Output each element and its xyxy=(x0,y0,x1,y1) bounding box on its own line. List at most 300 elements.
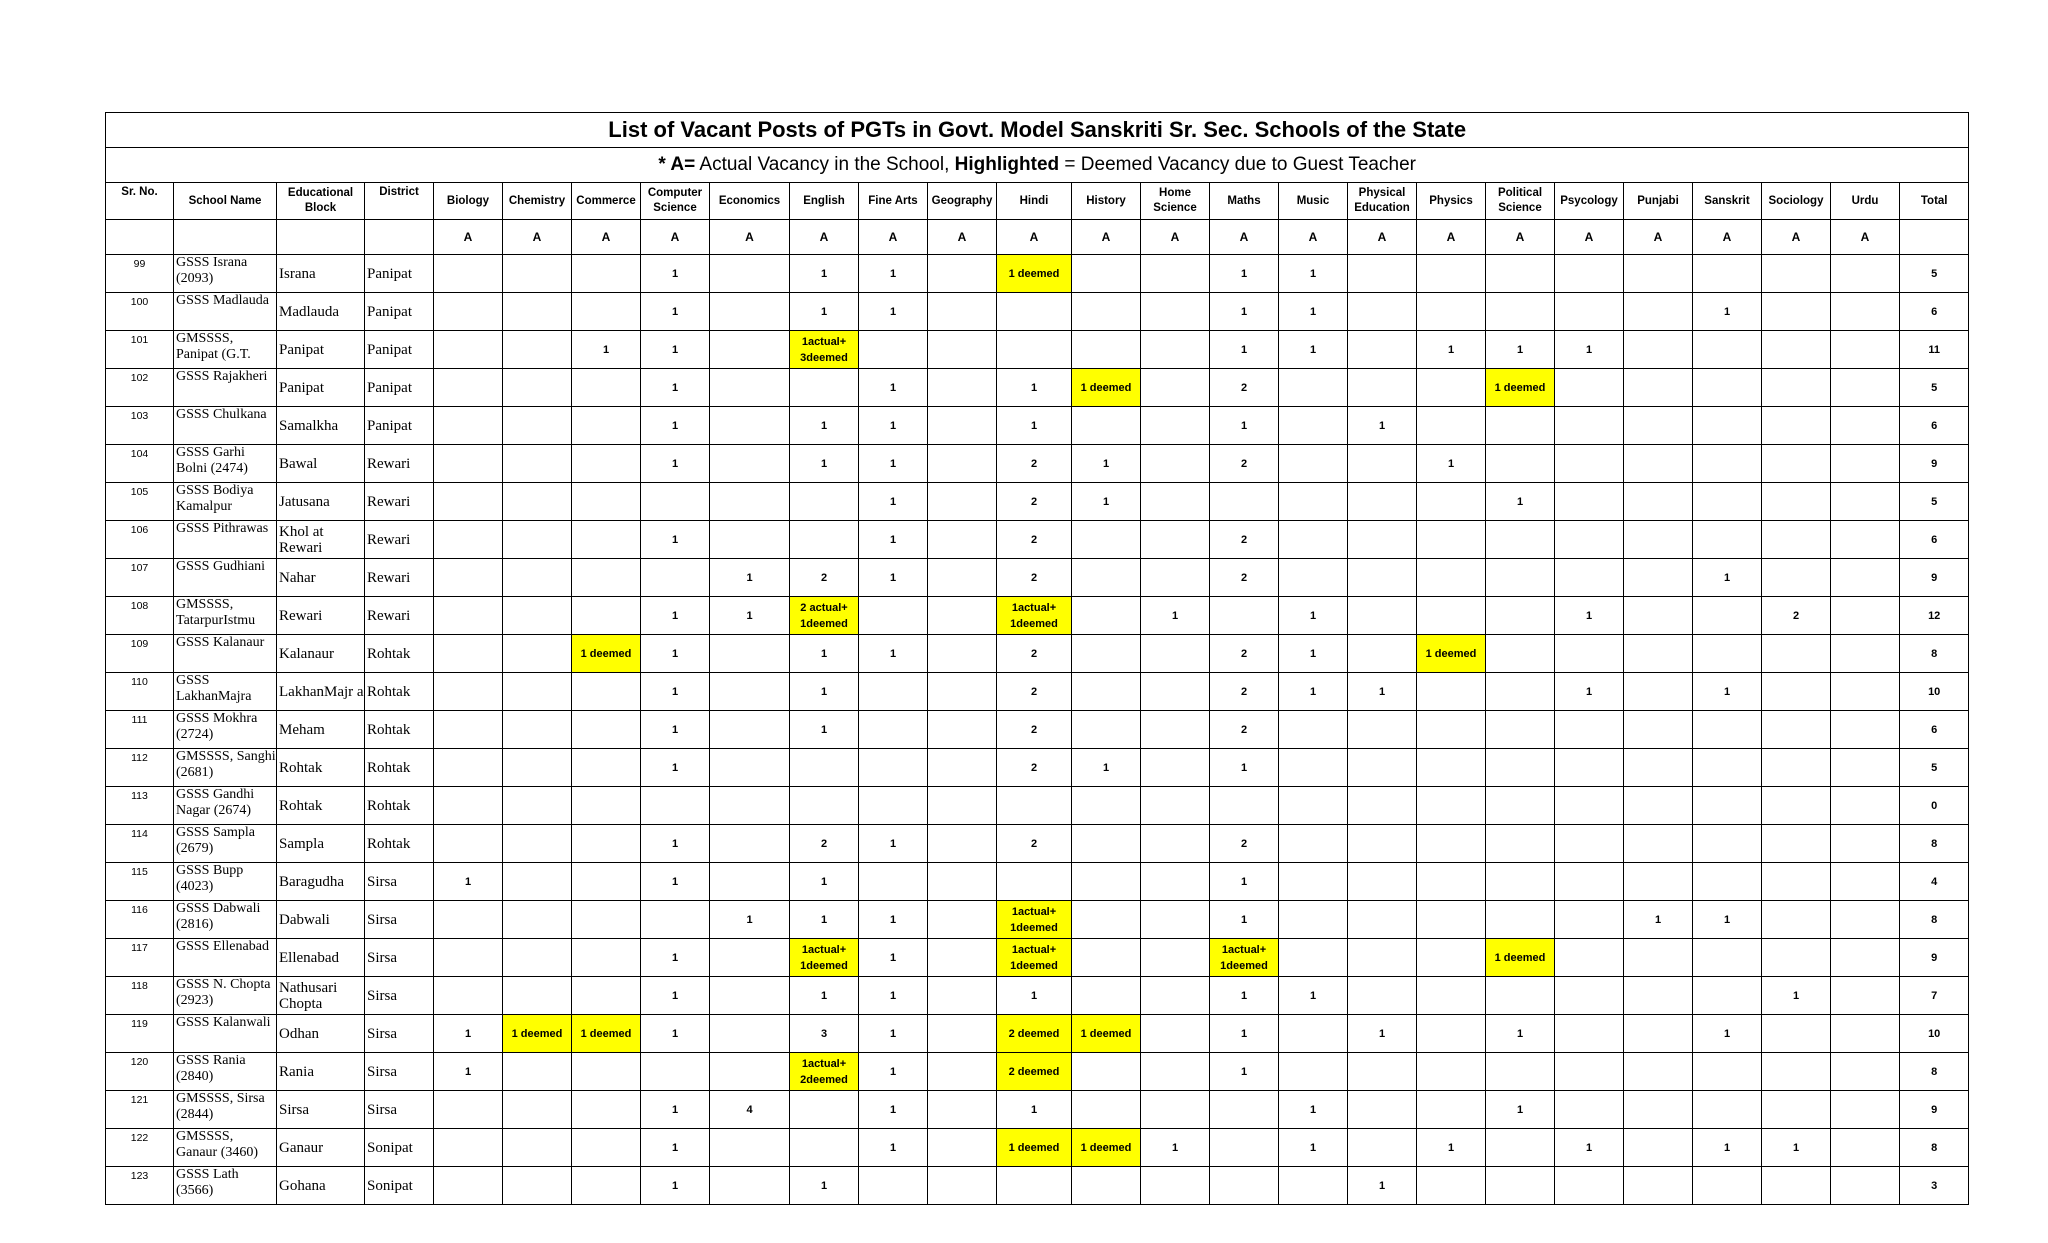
vacancy-cell-commerce xyxy=(572,711,641,749)
total-cell: 3 xyxy=(1900,1167,1969,1205)
sr-no-cell: 119 xyxy=(106,1015,174,1053)
block-cell: Dabwali xyxy=(277,901,365,939)
vacancy-cell-psycology xyxy=(1555,711,1624,749)
district-cell: Rewari xyxy=(365,521,434,559)
vacancy-cell-music xyxy=(1279,901,1348,939)
vacancy-cell-psycology xyxy=(1555,787,1624,825)
vacancy-cell-hindi: 2 xyxy=(997,711,1072,749)
vacancy-cell-geography xyxy=(928,597,997,635)
sr-no-cell: 105 xyxy=(106,483,174,521)
vacancy-cell-home-science xyxy=(1141,521,1210,559)
sr-no-cell: 101 xyxy=(106,331,174,369)
vacancy-cell-home-science xyxy=(1141,445,1210,483)
vacancy-cell-physical-education xyxy=(1348,711,1417,749)
vacancy-cell-english xyxy=(790,1091,859,1129)
vacancy-cell-punjabi xyxy=(1624,863,1693,901)
vacancy-cell-economics xyxy=(710,1129,790,1167)
vacancy-cell-punjabi xyxy=(1624,293,1693,331)
vacancy-cell-english xyxy=(790,749,859,787)
sr-no-cell: 121 xyxy=(106,1091,174,1129)
vacancy-cell-chemistry xyxy=(503,483,572,521)
vacancy-cell-maths: 1 xyxy=(1210,293,1279,331)
header-economics: Economics xyxy=(710,183,790,220)
vacancy-cell-psycology: 1 xyxy=(1555,673,1624,711)
vacancy-cell-chemistry xyxy=(503,1053,572,1091)
vacancy-cell-sociology xyxy=(1762,407,1831,445)
vacancy-cell-sanskrit: 1 xyxy=(1693,559,1762,597)
vacancy-cell-geography xyxy=(928,559,997,597)
vacancy-cell-punjabi xyxy=(1624,559,1693,597)
vacancy-cell-geography xyxy=(928,1053,997,1091)
vacancy-cell-computer-science: 1 xyxy=(641,331,710,369)
vacancy-cell-economics xyxy=(710,445,790,483)
vacancy-cell-political-science xyxy=(1486,749,1555,787)
vacancy-cell-punjabi xyxy=(1624,331,1693,369)
sub-header-actual: A xyxy=(1072,220,1141,255)
vacancy-cell-physical-education xyxy=(1348,369,1417,407)
vacancy-cell-sociology xyxy=(1762,863,1831,901)
vacancy-cell-physics xyxy=(1417,863,1486,901)
school-name-cell: GSSS LakhanMajra xyxy=(174,673,277,711)
vacancy-cell-history: 1 deemed xyxy=(1072,1015,1141,1053)
sub-header-empty xyxy=(106,220,174,255)
vacancy-cell-music xyxy=(1279,407,1348,445)
vacancy-cell-computer-science: 1 xyxy=(641,711,710,749)
vacancy-cell-urdu xyxy=(1831,483,1900,521)
vacancy-cell-psycology xyxy=(1555,977,1624,1015)
header-music: Music xyxy=(1279,183,1348,220)
vacancy-cell-music xyxy=(1279,559,1348,597)
vacancy-cell-sociology xyxy=(1762,825,1831,863)
sub-header-empty xyxy=(277,220,365,255)
table-row xyxy=(106,331,1969,369)
vacancy-cell-political-science xyxy=(1486,407,1555,445)
sr-no-cell: 114 xyxy=(106,825,174,863)
vacancy-cell-sociology xyxy=(1762,749,1831,787)
vacancy-cell-fine-arts xyxy=(859,673,928,711)
block-cell: Samalkha xyxy=(277,407,365,445)
total-cell: 6 xyxy=(1900,293,1969,331)
vacancy-cell-history: 1 deemed xyxy=(1072,1129,1141,1167)
vacancy-cell-punjabi xyxy=(1624,825,1693,863)
vacancy-table xyxy=(105,112,1969,1205)
vacancy-cell-hindi: 2 xyxy=(997,635,1072,673)
vacancy-cell-physics xyxy=(1417,369,1486,407)
vacancy-cell-political-science xyxy=(1486,293,1555,331)
vacancy-cell-physical-education xyxy=(1348,331,1417,369)
district-cell: Rewari xyxy=(365,483,434,521)
vacancy-cell-political-science xyxy=(1486,1053,1555,1091)
vacancy-cell-chemistry xyxy=(503,787,572,825)
vacancy-cell-sanskrit xyxy=(1693,1053,1762,1091)
vacancy-cell-political-science: 1 xyxy=(1486,331,1555,369)
vacancy-cell-maths: 2 xyxy=(1210,711,1279,749)
block-cell: Sirsa xyxy=(277,1091,365,1129)
vacancy-cell-economics xyxy=(710,331,790,369)
vacancy-cell-political-science xyxy=(1486,825,1555,863)
vacancy-cell-fine-arts: 1 xyxy=(859,1129,928,1167)
school-name-cell: GSSS Kalanaur xyxy=(174,635,277,673)
sub-header-actual: A xyxy=(503,220,572,255)
vacancy-cell-commerce xyxy=(572,901,641,939)
vacancy-cell-psycology xyxy=(1555,635,1624,673)
vacancy-cell-biology xyxy=(434,749,503,787)
sr-no-cell: 100 xyxy=(106,293,174,331)
sr-no-cell: 110 xyxy=(106,673,174,711)
vacancy-cell-english xyxy=(790,369,859,407)
vacancy-cell-home-science xyxy=(1141,331,1210,369)
vacancy-cell-sanskrit xyxy=(1693,711,1762,749)
vacancy-cell-computer-science: 1 xyxy=(641,521,710,559)
vacancy-cell-physics xyxy=(1417,673,1486,711)
vacancy-cell-hindi xyxy=(997,863,1072,901)
vacancy-cell-computer-science: 1 xyxy=(641,749,710,787)
total-cell: 9 xyxy=(1900,559,1969,597)
vacancy-cell-physics xyxy=(1417,825,1486,863)
vacancy-cell-home-science xyxy=(1141,369,1210,407)
table-row xyxy=(106,825,1969,863)
vacancy-cell-computer-science: 1 xyxy=(641,939,710,977)
table-row xyxy=(106,597,1969,635)
vacancy-cell-english: 2 xyxy=(790,825,859,863)
vacancy-cell-sanskrit xyxy=(1693,255,1762,293)
vacancy-cell-maths: 1actual+ 1deemed xyxy=(1210,939,1279,977)
vacancy-cell-chemistry xyxy=(503,825,572,863)
vacancy-cell-biology xyxy=(434,673,503,711)
vacancy-cell-economics xyxy=(710,1167,790,1205)
vacancy-cell-history xyxy=(1072,521,1141,559)
vacancy-cell-home-science xyxy=(1141,825,1210,863)
vacancy-cell-maths xyxy=(1210,787,1279,825)
vacancy-cell-english: 1actual+ 1deemed xyxy=(790,939,859,977)
block-cell: Bawal xyxy=(277,445,365,483)
vacancy-cell-chemistry xyxy=(503,521,572,559)
vacancy-cell-physics xyxy=(1417,407,1486,445)
vacancy-cell-physical-education xyxy=(1348,863,1417,901)
vacancy-cell-computer-science: 1 xyxy=(641,1091,710,1129)
vacancy-cell-history xyxy=(1072,635,1141,673)
vacancy-cell-english: 2 xyxy=(790,559,859,597)
vacancy-cell-commerce xyxy=(572,407,641,445)
vacancy-cell-maths: 1 xyxy=(1210,749,1279,787)
block-cell: Ellenabad xyxy=(277,939,365,977)
vacancy-cell-economics xyxy=(710,255,790,293)
vacancy-cell-chemistry xyxy=(503,863,572,901)
vacancy-cell-fine-arts xyxy=(859,711,928,749)
table-row xyxy=(106,787,1969,825)
vacancy-cell-commerce xyxy=(572,1167,641,1205)
school-name-cell: GSSS Rajakheri xyxy=(174,369,277,407)
vacancy-cell-physics xyxy=(1417,1091,1486,1129)
vacancy-cell-punjabi xyxy=(1624,977,1693,1015)
vacancy-cell-computer-science: 1 xyxy=(641,635,710,673)
vacancy-cell-physics xyxy=(1417,901,1486,939)
sub-header-actual: A xyxy=(1762,220,1831,255)
vacancy-cell-physical-education xyxy=(1348,1091,1417,1129)
vacancy-cell-economics xyxy=(710,863,790,901)
legend-star: * A= xyxy=(658,154,696,175)
vacancy-cell-history xyxy=(1072,1091,1141,1129)
vacancy-cell-psycology xyxy=(1555,1167,1624,1205)
vacancy-cell-biology xyxy=(434,635,503,673)
table-row xyxy=(106,521,1969,559)
vacancy-cell-physics: 1 xyxy=(1417,445,1486,483)
vacancy-cell-commerce xyxy=(572,787,641,825)
vacancy-cell-maths xyxy=(1210,1091,1279,1129)
vacancy-cell-sanskrit: 1 xyxy=(1693,1015,1762,1053)
vacancy-cell-biology xyxy=(434,445,503,483)
header-physics: Physics xyxy=(1417,183,1486,220)
vacancy-cell-punjabi xyxy=(1624,673,1693,711)
vacancy-cell-history xyxy=(1072,901,1141,939)
vacancy-cell-music xyxy=(1279,825,1348,863)
header-physical-education: Physical Education xyxy=(1348,183,1417,220)
vacancy-cell-physics xyxy=(1417,749,1486,787)
vacancy-cell-sociology: 1 xyxy=(1762,977,1831,1015)
vacancy-cell-psycology xyxy=(1555,825,1624,863)
block-cell: Rohtak xyxy=(277,749,365,787)
total-cell: 9 xyxy=(1900,1091,1969,1129)
vacancy-cell-sanskrit xyxy=(1693,369,1762,407)
total-cell: 8 xyxy=(1900,901,1969,939)
vacancy-cell-commerce xyxy=(572,369,641,407)
vacancy-cell-music xyxy=(1279,483,1348,521)
vacancy-cell-home-science xyxy=(1141,749,1210,787)
vacancy-cell-english: 1 xyxy=(790,1167,859,1205)
vacancy-cell-geography xyxy=(928,711,997,749)
vacancy-cell-hindi: 1 xyxy=(997,1091,1072,1129)
vacancy-cell-commerce xyxy=(572,825,641,863)
vacancy-cell-chemistry xyxy=(503,673,572,711)
sub-header-actual: A xyxy=(1279,220,1348,255)
vacancy-cell-commerce xyxy=(572,939,641,977)
block-cell: Nahar xyxy=(277,559,365,597)
vacancy-cell-english: 1actual+ 3deemed xyxy=(790,331,859,369)
vacancy-cell-fine-arts: 1 xyxy=(859,977,928,1015)
vacancy-cell-sanskrit xyxy=(1693,597,1762,635)
vacancy-cell-maths: 1 xyxy=(1210,331,1279,369)
vacancy-cell-hindi xyxy=(997,1167,1072,1205)
vacancy-cell-maths: 2 xyxy=(1210,559,1279,597)
vacancy-cell-sanskrit xyxy=(1693,331,1762,369)
vacancy-cell-history xyxy=(1072,711,1141,749)
total-cell: 10 xyxy=(1900,673,1969,711)
vacancy-cell-economics xyxy=(710,711,790,749)
header-sanskrit: Sanskrit xyxy=(1693,183,1762,220)
vacancy-cell-physical-education: 1 xyxy=(1348,407,1417,445)
vacancy-cell-sociology xyxy=(1762,939,1831,977)
sr-no-cell: 122 xyxy=(106,1129,174,1167)
district-cell: Rewari xyxy=(365,445,434,483)
vacancy-cell-hindi: 1actual+ 1deemed xyxy=(997,939,1072,977)
school-name-cell: GSSS Ellenabad xyxy=(174,939,277,977)
school-name-cell: GSSS Lath (3566) xyxy=(174,1167,277,1205)
vacancy-cell-economics xyxy=(710,407,790,445)
total-cell: 8 xyxy=(1900,825,1969,863)
vacancy-cell-geography xyxy=(928,1015,997,1053)
vacancy-cell-history: 1 xyxy=(1072,749,1141,787)
vacancy-cell-psycology xyxy=(1555,521,1624,559)
vacancy-cell-computer-science: 1 xyxy=(641,977,710,1015)
header-educational-block: Educational Block xyxy=(277,183,365,220)
vacancy-cell-fine-arts: 1 xyxy=(859,369,928,407)
vacancy-cell-urdu xyxy=(1831,331,1900,369)
vacancy-cell-history xyxy=(1072,1053,1141,1091)
vacancy-cell-sociology xyxy=(1762,559,1831,597)
vacancy-cell-commerce xyxy=(572,977,641,1015)
block-cell: Sampla xyxy=(277,825,365,863)
vacancy-cell-sanskrit xyxy=(1693,977,1762,1015)
vacancy-cell-urdu xyxy=(1831,673,1900,711)
vacancy-cell-computer-science xyxy=(641,1053,710,1091)
total-cell: 6 xyxy=(1900,407,1969,445)
vacancy-cell-sanskrit xyxy=(1693,483,1762,521)
vacancy-cell-punjabi xyxy=(1624,1053,1693,1091)
vacancy-cell-computer-science xyxy=(641,787,710,825)
school-name-cell: GSSS Rania (2840) xyxy=(174,1053,277,1091)
vacancy-cell-music: 1 xyxy=(1279,977,1348,1015)
district-cell: Panipat xyxy=(365,293,434,331)
vacancy-cell-chemistry xyxy=(503,293,572,331)
sub-header-actual: A xyxy=(790,220,859,255)
vacancy-cell-biology xyxy=(434,901,503,939)
total-cell: 9 xyxy=(1900,445,1969,483)
vacancy-cell-geography xyxy=(928,863,997,901)
vacancy-cell-physical-education xyxy=(1348,483,1417,521)
vacancy-cell-economics: 4 xyxy=(710,1091,790,1129)
total-cell: 11 xyxy=(1900,331,1969,369)
vacancy-cell-english: 1 xyxy=(790,407,859,445)
vacancy-cell-sanskrit xyxy=(1693,635,1762,673)
block-cell: Meham xyxy=(277,711,365,749)
vacancy-cell-hindi: 1 deemed xyxy=(997,255,1072,293)
vacancy-cell-sanskrit xyxy=(1693,445,1762,483)
vacancy-cell-geography xyxy=(928,445,997,483)
vacancy-cell-english: 1actual+ 2deemed xyxy=(790,1053,859,1091)
block-cell: Gohana xyxy=(277,1167,365,1205)
vacancy-cell-home-science xyxy=(1141,1091,1210,1129)
vacancy-cell-economics xyxy=(710,369,790,407)
vacancy-cell-psycology: 1 xyxy=(1555,597,1624,635)
vacancy-cell-home-science xyxy=(1141,483,1210,521)
vacancy-cell-sociology xyxy=(1762,635,1831,673)
vacancy-cell-urdu xyxy=(1831,369,1900,407)
vacancy-cell-history xyxy=(1072,977,1141,1015)
vacancy-cell-geography xyxy=(928,369,997,407)
district-cell: Sirsa xyxy=(365,1015,434,1053)
vacancy-cell-physical-education xyxy=(1348,559,1417,597)
vacancy-cell-english: 2 actual+ 1deemed xyxy=(790,597,859,635)
vacancy-cell-political-science xyxy=(1486,521,1555,559)
total-cell: 10 xyxy=(1900,1015,1969,1053)
vacancy-cell-physical-education xyxy=(1348,901,1417,939)
district-cell: Rewari xyxy=(365,559,434,597)
vacancy-cell-computer-science: 1 xyxy=(641,293,710,331)
vacancy-cell-home-science xyxy=(1141,673,1210,711)
vacancy-cell-chemistry xyxy=(503,445,572,483)
vacancy-cell-hindi xyxy=(997,293,1072,331)
vacancy-cell-political-science: 1 xyxy=(1486,483,1555,521)
header-commerce: Commerce xyxy=(572,183,641,220)
sub-header-actual: A xyxy=(572,220,641,255)
vacancy-cell-hindi: 1actual+ 1deemed xyxy=(997,901,1072,939)
vacancy-cell-urdu xyxy=(1831,1015,1900,1053)
vacancy-cell-psycology xyxy=(1555,255,1624,293)
sr-no-cell: 103 xyxy=(106,407,174,445)
vacancy-cell-history xyxy=(1072,597,1141,635)
vacancy-cell-commerce xyxy=(572,559,641,597)
school-name-cell: GSSS Chulkana xyxy=(174,407,277,445)
total-cell: 5 xyxy=(1900,255,1969,293)
header-total: Total xyxy=(1900,183,1969,220)
vacancy-cell-maths xyxy=(1210,483,1279,521)
vacancy-cell-punjabi xyxy=(1624,1091,1693,1129)
school-name-cell: GSSS Mokhra (2724) xyxy=(174,711,277,749)
vacancy-cell-music: 1 xyxy=(1279,673,1348,711)
vacancy-cell-hindi: 2 deemed xyxy=(997,1053,1072,1091)
vacancy-cell-biology: 1 xyxy=(434,1015,503,1053)
vacancy-cell-maths: 1 xyxy=(1210,977,1279,1015)
school-name-cell: GMSSSS, Sirsa (2844) xyxy=(174,1091,277,1129)
vacancy-cell-biology xyxy=(434,255,503,293)
vacancy-cell-economics xyxy=(710,825,790,863)
vacancy-cell-chemistry xyxy=(503,635,572,673)
vacancy-cell-commerce xyxy=(572,863,641,901)
school-name-cell: GMSSSS, Ganaur (3460) xyxy=(174,1129,277,1167)
vacancy-cell-computer-science: 1 xyxy=(641,369,710,407)
vacancy-cell-punjabi: 1 xyxy=(1624,901,1693,939)
vacancy-cell-fine-arts: 1 xyxy=(859,635,928,673)
vacancy-cell-sanskrit: 1 xyxy=(1693,1129,1762,1167)
vacancy-cell-chemistry xyxy=(503,901,572,939)
vacancy-cell-geography xyxy=(928,977,997,1015)
vacancy-cell-economics xyxy=(710,673,790,711)
vacancy-cell-music: 1 xyxy=(1279,597,1348,635)
vacancy-cell-economics: 1 xyxy=(710,559,790,597)
vacancy-cell-physical-education xyxy=(1348,445,1417,483)
vacancy-cell-psycology xyxy=(1555,483,1624,521)
vacancy-cell-history xyxy=(1072,673,1141,711)
vacancy-cell-political-science: 1 deemed xyxy=(1486,369,1555,407)
vacancy-cell-commerce xyxy=(572,749,641,787)
vacancy-cell-punjabi xyxy=(1624,1167,1693,1205)
vacancy-cell-music: 1 xyxy=(1279,635,1348,673)
vacancy-cell-biology xyxy=(434,597,503,635)
sub-header-actual: A xyxy=(1141,220,1210,255)
sub-header-actual: A xyxy=(1486,220,1555,255)
vacancy-cell-psycology xyxy=(1555,939,1624,977)
vacancy-cell-commerce xyxy=(572,255,641,293)
school-name-cell: GSSS Pithrawas xyxy=(174,521,277,559)
vacancy-cell-economics: 1 xyxy=(710,597,790,635)
block-cell: Jatusana xyxy=(277,483,365,521)
vacancy-cell-political-science xyxy=(1486,445,1555,483)
vacancy-cell-political-science xyxy=(1486,863,1555,901)
sub-header-actual: A xyxy=(1624,220,1693,255)
header-psycology: Psycology xyxy=(1555,183,1624,220)
header-political-science: Political Science xyxy=(1486,183,1555,220)
school-name-cell: GSSS Bodiya Kamalpur xyxy=(174,483,277,521)
vacancy-cell-geography xyxy=(928,293,997,331)
total-cell: 8 xyxy=(1900,1053,1969,1091)
subtitle-row xyxy=(106,148,1969,183)
vacancy-cell-hindi: 2 xyxy=(997,559,1072,597)
sub-header-actual: A xyxy=(928,220,997,255)
sr-no-cell: 106 xyxy=(106,521,174,559)
district-cell: Sirsa xyxy=(365,939,434,977)
vacancy-cell-hindi xyxy=(997,787,1072,825)
header-hindi: Hindi xyxy=(997,183,1072,220)
